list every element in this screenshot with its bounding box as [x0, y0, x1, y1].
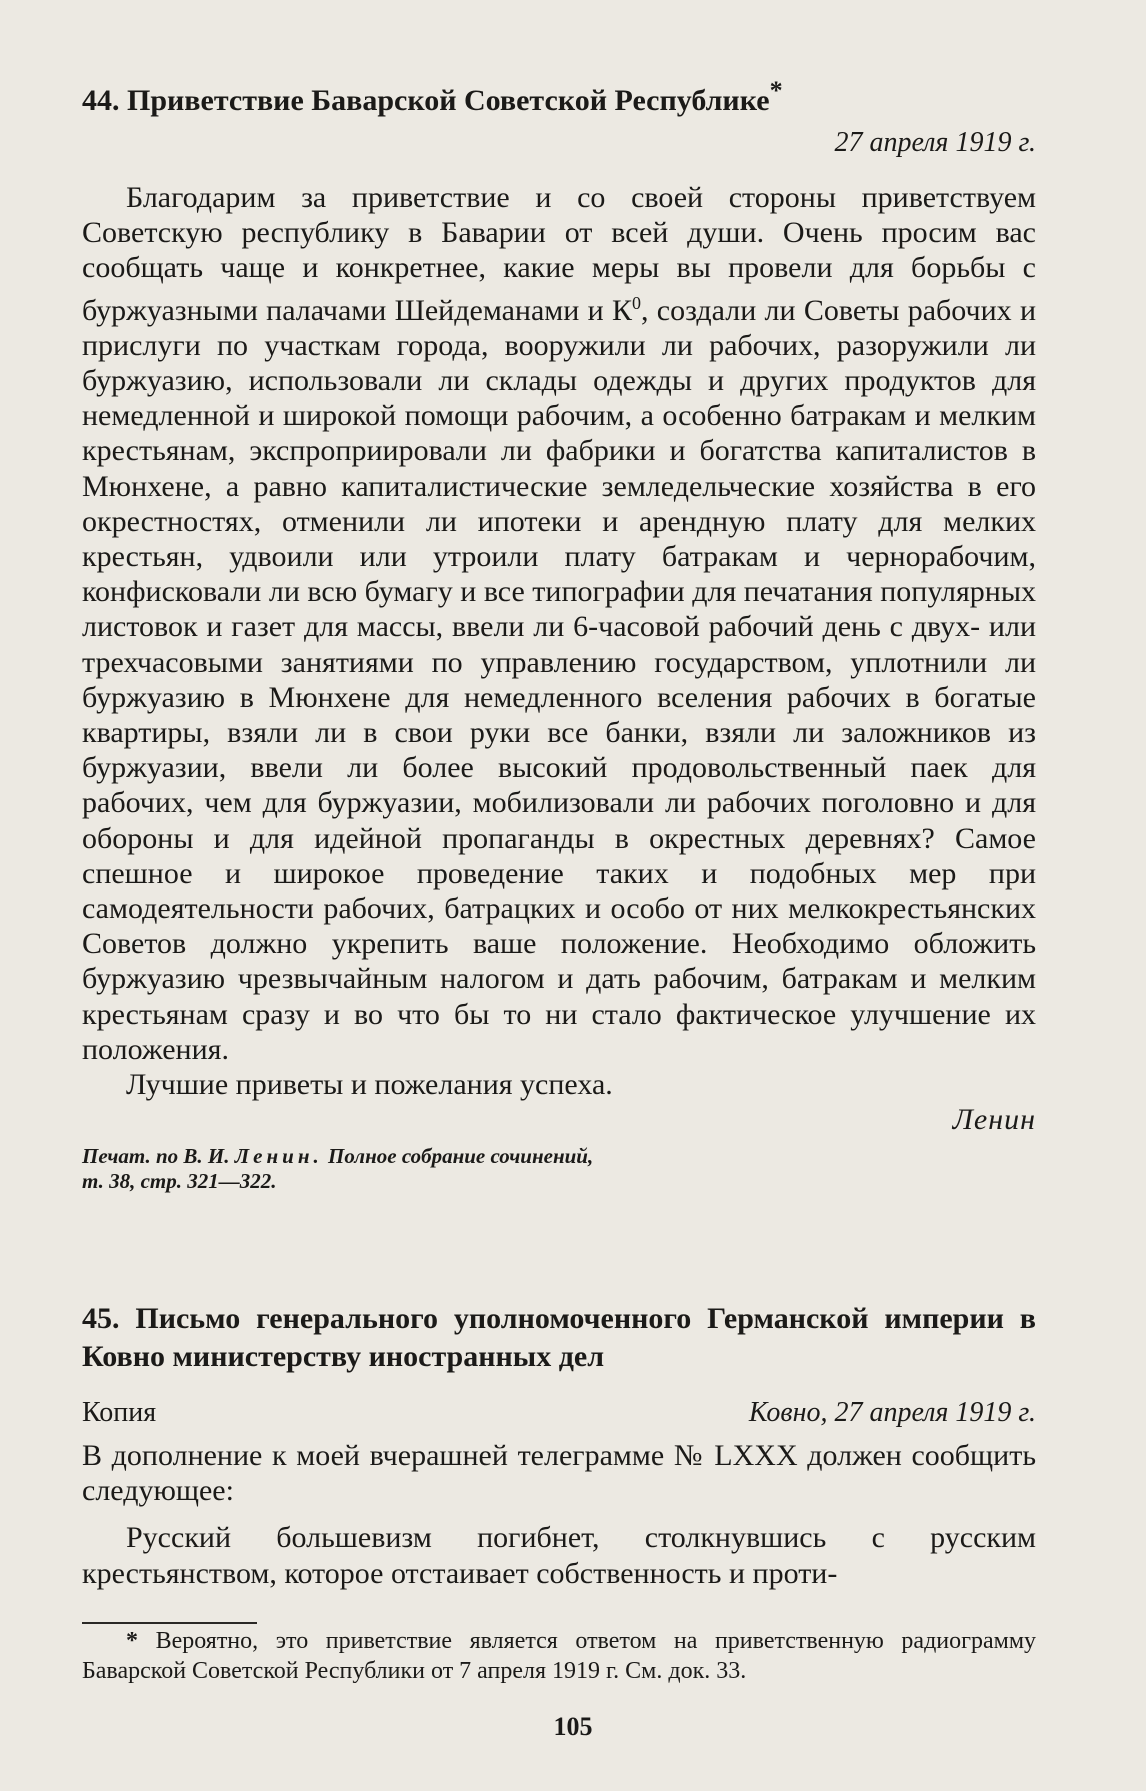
doc45-section [82, 1300, 1036, 1591]
doc45-para1: В дополнение к моей вчерашней телеграмме № LXXX должен сообщить следующее: [82, 1439, 1036, 1508]
page-number: 105 [553, 1712, 593, 1741]
doc44-section [82, 72, 1036, 1194]
doc44-signature: Ленин [952, 1103, 1036, 1137]
doc44-closing: Лучшие приветы и пожелания успеха. [126, 1068, 613, 1102]
doc44-title: 44. Приветствие Баварской Советской Республике* [82, 76, 783, 117]
doc44-date: 27 апреля 1919 г. [834, 127, 1036, 158]
doc44-footnote-mark: * [769, 76, 783, 105]
doc44-body: Благодарим за приветствие и со своей стороны приветствуем Советскую республику в Баварии от всей души. Очень просим вас сообщать чаще и конкретнее, какие меры вы провели для борьбы с буржуазными палачами Шейдеманами и $К^0$, создали ли Советы рабочих и прислуги по участкам города, вооружили ли рабочих, разоружили ли буржуазию, использовали ли склады одежды и других продуктов для немедленной и широкой помощи рабочим, а особенно батракам и мелким крестьянам, экспроприировали ли фабрики и богатства капиталистов в Мюнхене, а равно капиталистические земледельческие хозяйства в его окрестностях, отменили ли ипотеки и арендную плату для мелких крестьян, удвоили или утроили плату батракам и чернорабочим, конфисковали ли всю бумагу и все типографии для печатания популярных листовок и газет для массы, ввели ли 6-часовой рабочий день с двух- или трехчасовыми занятиями по управлению государством, уплотнили ли буржуазию в Мюнхене для немедленного вселения рабочих в богатые квартиры, взяли ли в свои руки все банки, взяли ли заложников из буржуазии, ввели ли более высокий продовольственный паек для рабочих, чем для буржуазии, мобилизовали ли рабочих поголовно и для обороны и для идейной пропаганды в окрестных деревнях? Самое спешное и широкое проведение таких и подобных мер при самодеятельности рабочих, батрацких и особо от них мелкокрестьянских Советов должно укрепить ваше положение. Необходимо обложить буржуазию чрезвычайным налогом и дать рабочим, батракам и мелким крестьянам сразу и во что бы то ни стало фактическое улучшение их положения. [82, 181, 1036, 1066]
doc45-para2: Русский большевизм погибнет, столкнувшись с русским крестьянством, которое отстаивает собственность и проти- [82, 1521, 1036, 1590]
doc45-copy-label: Копия [82, 1397, 157, 1428]
footnote: * Вероятно, это приветствие является ответом на приветственную радиограмму Баварской Советской Республики от 7 апреля 1919 г. См. док. 33. [82, 1628, 1036, 1684]
doc45-title: 45. Письмо генерального уполномоченного Германской империи в Ковно министерству иностранных дел [82, 1302, 1036, 1373]
footnote-rule [82, 1622, 257, 1624]
doc45-place-date: Ковно, 27 апреля 1919 г. [748, 1397, 1036, 1428]
doc45-header-row [82, 1396, 1036, 1430]
doc44-source: Печат. по В. И. Ленин. Полное собрание сочинений, т. 38, стр. 321—322. [82, 1144, 594, 1194]
